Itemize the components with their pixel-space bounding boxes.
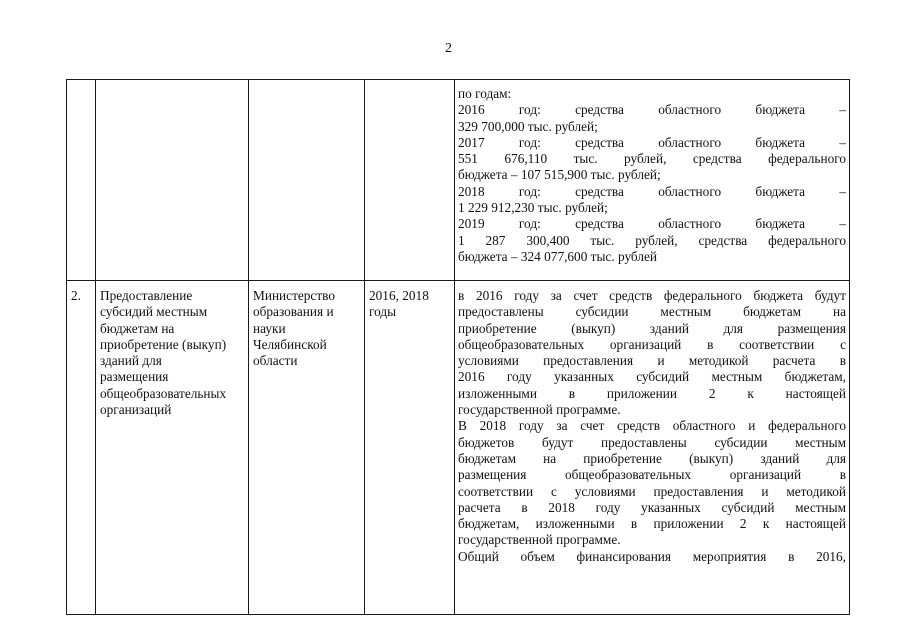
text-line: изложенными в приложении 2 к настоящей — [458, 385, 846, 401]
text-line: 2016 году указанных субсидий местным бюджетам, — [458, 369, 846, 385]
text-line: Общий объем финансирования мероприятия в 2016, — [458, 548, 846, 564]
text-line: 551 676,110 тыс. рублей, средства федерального — [458, 151, 846, 167]
table-border-bottom — [66, 614, 850, 615]
text-line: размещения — [100, 369, 169, 385]
text-line: 1 229 912,230 тыс. рублей; — [458, 200, 608, 216]
text-line: Предоставление — [100, 288, 193, 303]
text-line: бюджетам на приобретение (выкуп) зданий для — [458, 450, 846, 466]
text-line: 2016, 2018 — [369, 288, 429, 303]
row-number: 2. — [71, 288, 81, 303]
text-line: 2019 год: средства областного бюджета – — [458, 216, 846, 232]
period — [369, 288, 429, 321]
text-line: общеобразовательных — [100, 385, 227, 401]
table-border-col3 — [364, 79, 365, 615]
text-line: размещения общеобразовательных организаций в — [458, 467, 846, 483]
text-line: условиями предоставления и методикой расчета в — [458, 353, 846, 369]
text-line: предоставлены субсидии местным бюджетам на — [458, 304, 846, 320]
text-line: бюджетам на — [100, 320, 175, 336]
text-line: 2018 год: средства областного бюджета – — [458, 183, 846, 199]
text-line: 1 287 300,400 тыс. рублей, средства федерального — [458, 232, 846, 248]
text-line: бюджета – 107 515,900 тыс. рублей; — [458, 167, 661, 183]
table-border-right — [849, 79, 850, 615]
page-number: 2 — [445, 41, 452, 56]
text-line: общеобразовательных организаций в соответствии с — [458, 336, 846, 352]
text-line: годы — [369, 304, 397, 320]
table-border-col2 — [248, 79, 249, 615]
executor — [253, 288, 335, 369]
text-line: расчета в 2018 году указанных субсидий местным — [458, 499, 846, 515]
table-row-divider — [66, 280, 850, 281]
text-line: 2016 год: средства областного бюджета – — [458, 102, 846, 118]
measure-name — [100, 288, 226, 418]
text-line: науки — [253, 320, 286, 336]
measure-description — [458, 288, 846, 565]
text-line: бюджетов будут предоставлены субсидии местным — [458, 434, 846, 450]
text-line: образования и — [253, 304, 334, 320]
text-line: области — [253, 353, 298, 369]
table-border-col1 — [95, 79, 96, 615]
table-border-left — [66, 79, 67, 615]
text-line: Челябинской — [253, 336, 327, 352]
text-line: соответствии с условиями предоставления и методикой — [458, 483, 846, 499]
text-line: государственной программе. — [458, 532, 621, 548]
text-line: зданий для — [100, 353, 162, 369]
table-border-col4 — [454, 79, 455, 615]
text-line: организаций — [100, 402, 172, 418]
table-border-top — [66, 79, 850, 80]
text-line: бюджета – 324 077,600 тыс. рублей — [458, 248, 658, 264]
text-line: по годам: — [458, 86, 512, 101]
text-line: бюджетам, изложенными в приложении 2 к настоящей — [458, 516, 846, 532]
continuation-description — [458, 86, 846, 265]
text-line: 329 700,000 тыс. рублей; — [458, 118, 598, 134]
text-line: субсидий местным — [100, 304, 208, 320]
text-line: государственной программе. — [458, 402, 621, 418]
text-line: приобретение (выкуп) — [100, 336, 227, 352]
text-line: в 2016 году за счет средств федерального бюджета будут — [458, 288, 846, 303]
text-line: приобретение (выкуп) зданий для размещения — [458, 320, 846, 336]
text-line: Министерство — [253, 288, 335, 303]
text-line: 2017 год: средства областного бюджета – — [458, 134, 846, 150]
text-line: В 2018 году за счет средств областного и федерального — [458, 418, 846, 434]
